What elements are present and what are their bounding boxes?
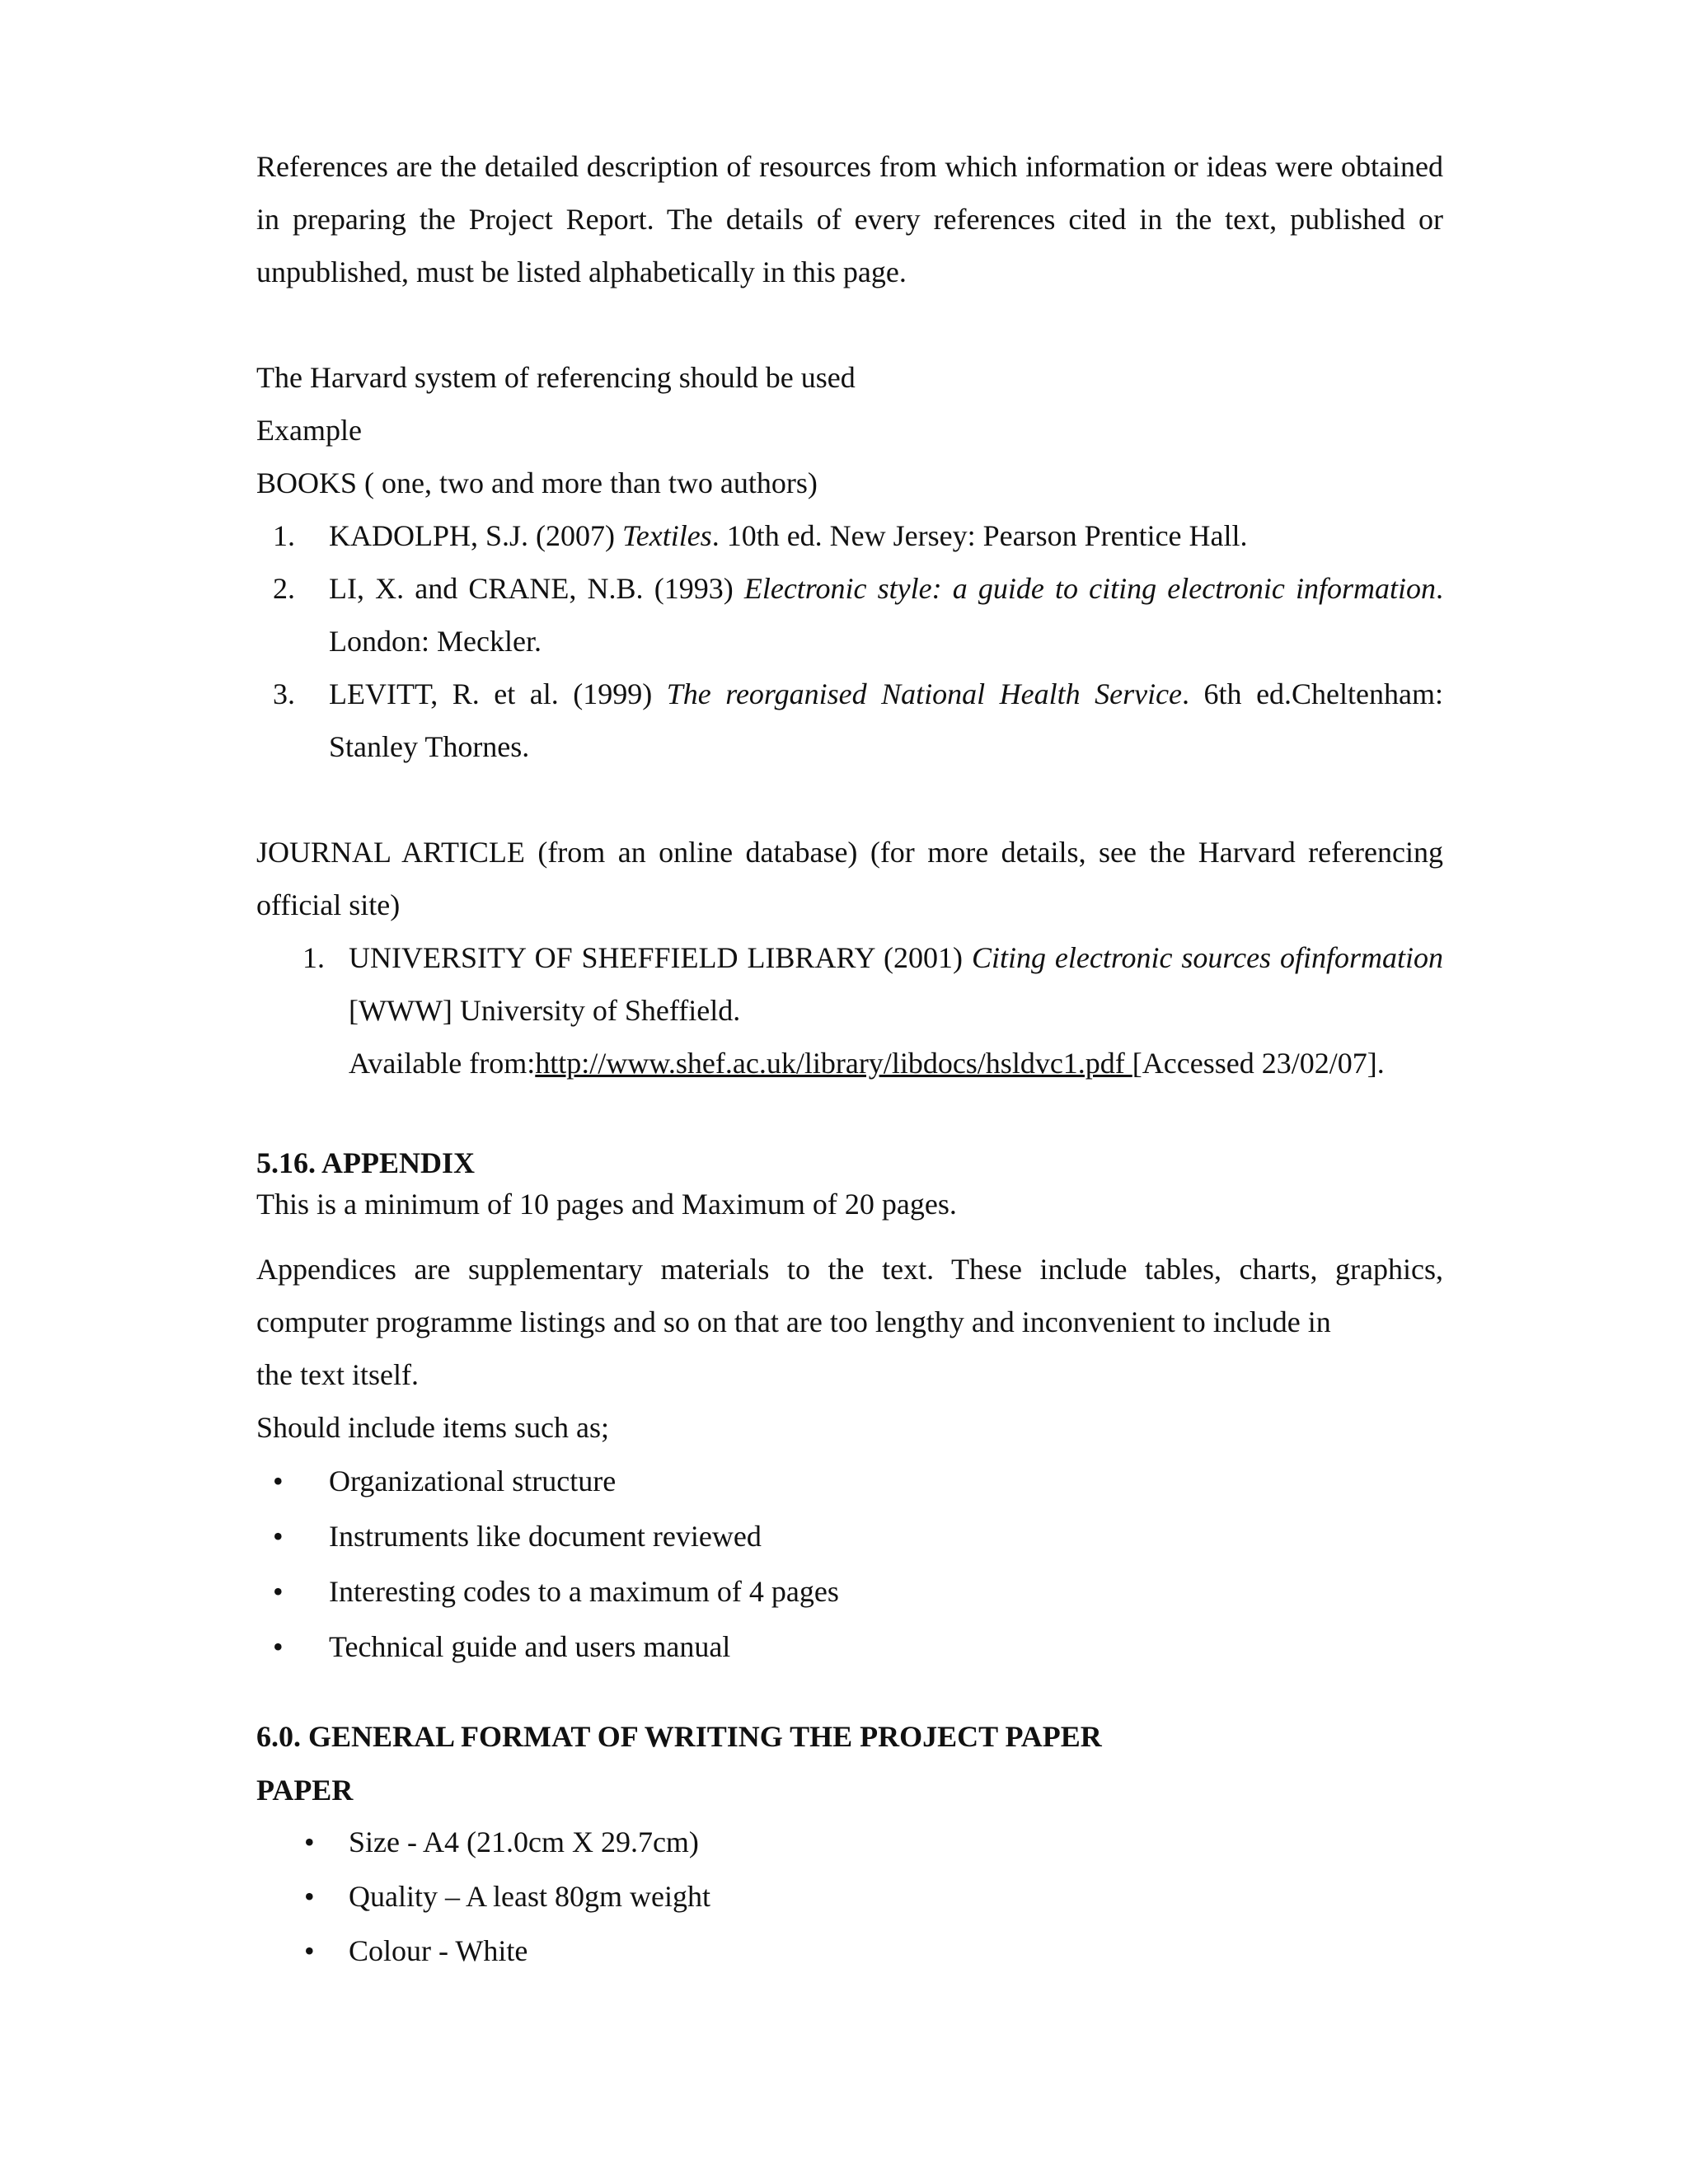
journal-title: Citing electronic sources ofinformation bbox=[971, 941, 1443, 974]
accessed-date: [Accessed 23/02/07]. bbox=[1132, 1047, 1385, 1080]
journal-label: JOURNAL ARTICLE (from an online database) (for more details, see the Harvard referencing official site) bbox=[256, 836, 1443, 921]
example-label: Example bbox=[256, 414, 362, 447]
list-item: • Organizational structure bbox=[256, 1454, 1443, 1509]
list-number: 2. bbox=[273, 572, 295, 605]
book-reference: 3. LEVITT, R. et al. (1999) The reorganised National Health Service. 6th ed.Cheltenham: Stanley Thornes. bbox=[256, 668, 1443, 773]
general-format-heading: 6.0. GENERAL FORMAT OF WRITING THE PROJECT PAPER bbox=[256, 1720, 1102, 1753]
books-label: BOOKS ( one, two and more than two authors) bbox=[256, 466, 818, 499]
list-item: • Interesting codes to a maximum of 4 pages bbox=[256, 1564, 1443, 1619]
book-title: The reorganised National Health Service bbox=[666, 677, 1183, 710]
bullet-icon: • bbox=[273, 1520, 284, 1553]
document-page bbox=[256, 140, 1443, 1978]
bullet-icon: • bbox=[304, 1880, 315, 1913]
list-number: 3. bbox=[273, 677, 295, 710]
available-label: Available from: bbox=[349, 1047, 536, 1080]
references-intro: References are the detailed description of resources from which information or ideas were obtained in preparing the Project Report. The details of every references cited in the text, published or unpublished, must be listed alphabetically in this page. bbox=[256, 150, 1443, 288]
reference-url-link[interactable]: http://www.shef.ac.uk/library/libdocs/hsldvc1.pdf bbox=[535, 1047, 1132, 1080]
books-list bbox=[256, 509, 1443, 773]
appendix-line-4: Should include items such as; bbox=[256, 1411, 609, 1444]
appendix-line-3: the text itself. bbox=[256, 1358, 419, 1391]
list-item: • Colour - White bbox=[256, 1924, 1443, 1978]
journal-list bbox=[256, 931, 1443, 1090]
list-number: 1. bbox=[302, 941, 325, 974]
book-title: Electronic style: a guide to citing electronic information bbox=[743, 572, 1437, 605]
book-title: Textiles bbox=[622, 519, 712, 552]
list-item: • Quality – A least 80gm weight bbox=[256, 1869, 1443, 1924]
paper-heading: PAPER bbox=[256, 1774, 354, 1807]
bullet-icon: • bbox=[304, 1825, 315, 1858]
book-reference: 1. KADOLPH, S.J. (2007) Textiles. 10th ed. New Jersey: Pearson Prentice Hall. bbox=[256, 509, 1443, 562]
list-item: • Instruments like document reviewed bbox=[256, 1509, 1443, 1564]
bullet-icon: • bbox=[273, 1575, 284, 1608]
appendix-line-2: Appendices are supplementary materials to the text. These include tables, charts, graphics, computer programme listings and so on that are too lengthy and inconvenient to include in bbox=[256, 1253, 1443, 1338]
list-item: • Size - A4 (21.0cm X 29.7cm) bbox=[256, 1815, 1443, 1869]
paper-items-list bbox=[256, 1815, 1443, 1978]
appendix-heading: 5.16. APPENDIX bbox=[256, 1146, 476, 1179]
list-item: • Technical guide and users manual bbox=[256, 1619, 1443, 1675]
bullet-icon: • bbox=[273, 1630, 284, 1663]
harvard-line: The Harvard system of referencing should be used bbox=[256, 361, 856, 394]
list-number: 1. bbox=[273, 519, 295, 552]
bullet-icon: • bbox=[273, 1465, 284, 1497]
book-reference: 2. LI, X. and CRANE, N.B. (1993) Electronic style: a guide to citing electronic information. London: Meckler. bbox=[256, 562, 1443, 668]
appendix-items-list bbox=[256, 1454, 1443, 1675]
appendix-line-1: This is a minimum of 10 pages and Maximum of 20 pages. bbox=[256, 1188, 957, 1221]
bullet-icon: • bbox=[304, 1934, 315, 1967]
journal-reference: 1. UNIVERSITY OF SHEFFIELD LIBRARY (2001) Citing electronic sources ofinformation [WWW] University of Sheffield. Available from:http://www.shef.ac.uk/library/libdocs/hsldvc1.pdf [Accessed 23/02/07]. bbox=[256, 931, 1443, 1090]
